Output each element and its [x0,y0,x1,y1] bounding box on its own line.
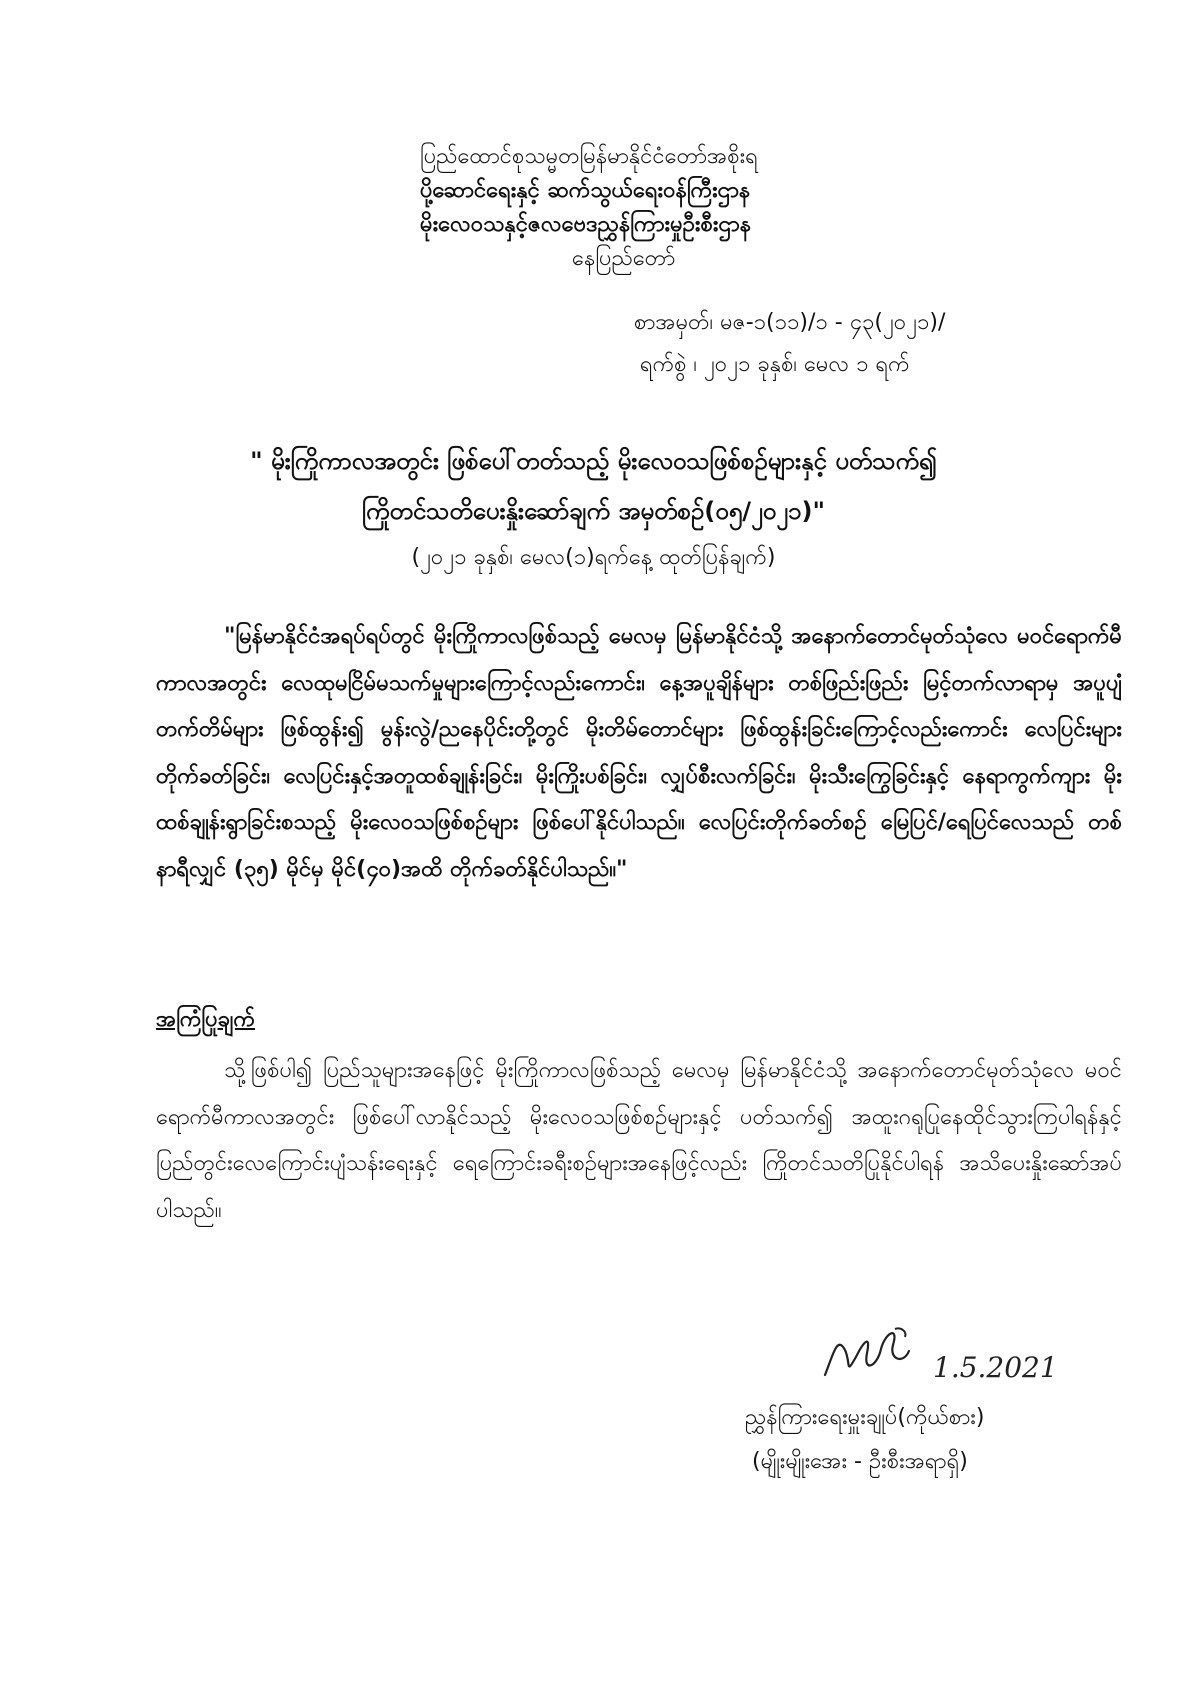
title-line-1: " မိုးကြိုကာလအတွင်း ဖြစ်ပေါ်တတ်သည့် မိုးလေဝသဖြစ်စဉ်များနှင့် ပတ်သက်၍ [250,447,937,475]
city-name: နေပြည်တော် [572,246,676,271]
government-name: ပြည်ထောင်စုသမ္မတမြန်မာနိုင်ငံတော်အစိုးရ [420,144,758,169]
document-title [100,436,1087,580]
letter-date: ရက်စွဲ ၊ ၂၀၂၁ ခုနှစ်၊ မေလ ၁ ရက် [640,352,910,377]
warning-paragraph [156,614,1122,893]
ministry-name: ပို့ဆောင်ရေးနှင့် ဆက်သွယ်ရေးဝန်ကြီးဌာန [420,178,751,203]
title-line-2: ကြိုတင်သတိပေးနှိုးဆော်ချက် အမှတ်စဉ်(၀၅/၂၀၂၁)" [361,497,826,525]
signatory-title: ညွှန်ကြားရေးမှူးချုပ်(ကိုယ်စား) [745,1405,985,1430]
advice-text: သို့ဖြစ်ပါ၍ ပြည်သူများအနေဖြင့် မိုးကြိုကာလဖြစ်သည့် မေလမှ မြန်မာနိုင်ငံသို့ အနောက်တောင်မုတ်သုံလေ မဝင်ရောက်မီကာလအတွင်း ဖြစ်ပေါ်လာနိုင်သည့် မိုးလေဝသဖြစ်စဉ်များနှင့် ပတ်သက်၍ အထူးဂရုပြုနေထိုင်သွားကြပါရန်နှင့် ပြည်တွင်းလေကြောင်းပျံသန်းရေးနှင့် ရေကြောင်းခရီးစဉ်များအနေဖြင့်လည်း ကြိုတင်သတိပြုနိုင်ပါရန် အသိပေးနှိုးဆော်အပ်ပါသည်။ [156,1058,1122,1223]
letter-number: စာအမှတ်၊ မဇ-၁(၁၁)/၁ - ၄၃(၂၀၂၁)/ [634,310,946,335]
advice-heading: အကြံပြုချက် [156,1007,256,1032]
signature-date: 1.5.2021 [933,1351,1058,1384]
warning-text: "မြန်မာနိုင်ငံအရပ်ရပ်တွင် မိုးကြိုကာလဖြစ်သည့် မေလမှ မြန်မာနိုင်ငံသို့ အနောက်တောင်မုတ်သုံလေ မဝင်ရောက်မီကာလအတွင်း လေထုမငြိမ်မသက်မှုများကြောင့်လည်းကောင်း၊ နေ့အပူချိန်များ တစ်ဖြည်းဖြည်း မြင့်တက်လာရာမှ အပူပျံတက်တိမ်များ ဖြစ်ထွန်း၍ မွန်းလွဲ/ညနေပိုင်းတို့တွင် မိုးတိမ်တောင်များ ဖြစ်ထွန်းခြင်းကြောင့်လည်းကောင်း လေပြင်းများတိုက်ခတ်ခြင်း၊ လေပြင်းနှင့်အတူထစ်ချုန်းခြင်း၊ မိုးကြိုးပစ်ခြင်း၊ လျှပ်စီးလက်ခြင်း၊ မိုးသီးကြွေခြင်းနှင့် နေရာကွက်ကျား မိုးထစ်ချုန်းရွာခြင်းစသည့် မိုးလေဝသဖြစ်စဉ်များ ဖြစ်ပေါ်နိုင်ပါသည်။ လေပြင်းတိုက်ခတ်စဉ် မြေပြင်/ရေပြင်လေသည် တစ်နာရီလျှင် (၃၅) မိုင်မှ မိုင်(၄၀)အထိ တိုက်ခတ်နိုင်ပါသည်။" [156,624,1122,882]
signatory-name: (မျိုးမျိုးအေး - ဦးစီးအရာရှိ) [752,1449,968,1474]
department-name: မိုးလေဝသနှင့်ဇလဗေဒညွှန်ကြားမှုဦးစီးဌာန [420,212,752,237]
advice-paragraph [156,1048,1122,1234]
handwritten-signature [815,1315,1075,1395]
letterhead [420,140,860,276]
reference-block [634,302,1054,386]
issue-date: (၂၀၂၁ ခုနှစ်၊ မေလ(၁)ရက်နေ့ ထုတ်ပြန်ချက်) [411,545,776,570]
